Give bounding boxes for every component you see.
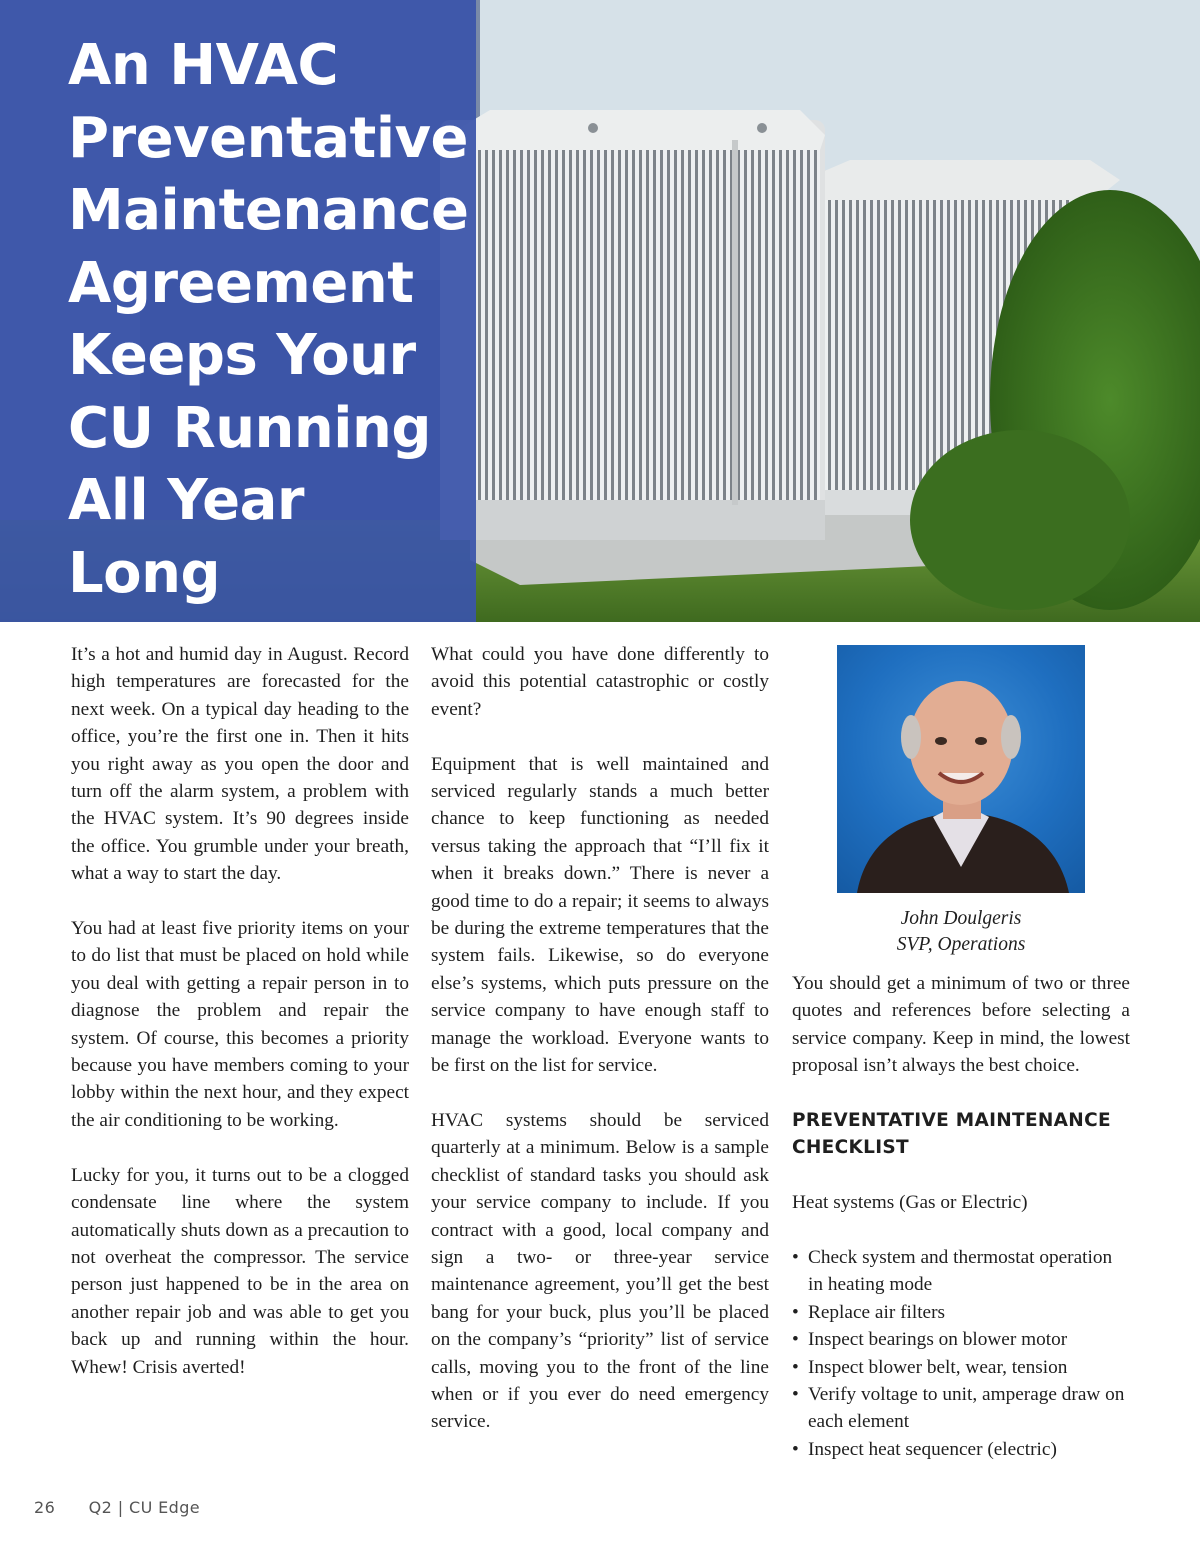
checklist-item: • Verify voltage to unit, amperage draw on each element: [792, 1381, 1130, 1436]
checklist-heading: PREVENTATIVE MAINTENANCE CHECKLIST: [792, 1110, 1111, 1159]
page-footer: [34, 1498, 200, 1517]
paragraph: Equipment that is well maintained and serviced regularly stands a much better chance to keep functioning as needed versus taking the approach that “I’ll fix it when it breaks down.” There is never a good time to do a repair; it seems to always be during the extreme temperatures that the system fails. Likewise, so do everyone else’s systems, which puts pressure on the service company to have enough staff to manage the workload. Everyone wants to be first on the list for service.: [431, 753, 769, 1077]
paragraph: You had at least five priority items on your to do list that must be placed on hold while you deal with getting a repair person in to diagnose the problem and repair the system. Of course, this becomes a priority because you have members coming to your lobby within the next hour, and they expect the air conditioning to be working.: [71, 918, 409, 1131]
article-column-2: [431, 641, 769, 1463]
author-portrait: [837, 645, 1085, 893]
checklist-item: • Inspect bearings on blower motor: [792, 1326, 1130, 1353]
article-title: An HVAC Preventative Maintenance Agreement Keeps Your CU Running All Year Long: [68, 33, 469, 606]
portrait-caption: [792, 906, 1130, 957]
checklist-item: • Replace air filters: [792, 1299, 1130, 1326]
author-role: SVP, Operations: [896, 933, 1026, 955]
article-column-1: [71, 641, 409, 1408]
hero-banner: [0, 0, 1200, 622]
publication-name: Q2 | CU Edge: [88, 1498, 201, 1517]
article-column-3: [792, 970, 1130, 1463]
checklist-item: • Inspect blower belt, wear, tension: [792, 1354, 1130, 1381]
paragraph: Lucky for you, it turns out to be a clogged condensate line where the system automatically shuts down as a precaution to not overheat the compressor. The service person just happened to be in the area on another repair job and was able to get you back up and running within the hour. Whew! Crisis averted!: [71, 1164, 409, 1378]
paragraph: It’s a hot and humid day in August. Record high temperatures are forecasted for the next week. On a typical day heading to the office, you’re the first one in. Then it hits you right away as you open the door and turn off the alarm system, a problem with the HVAC system. It’s 90 degrees inside the office. You grumble under your breath, what a way to start the day.: [71, 644, 409, 885]
paragraph: HVAC systems should be serviced quarterly at a minimum. Below is a sample checklist of standard tasks you should ask your service company to include. If you contract with a good, local company and sign a two- or three-year service maintenance agreement, you’ll get the best bang for your buck, plus you’ll be placed on the company’s “priority” list of service calls, moving you to the front of the line when or if you ever do need emergency service.: [431, 1109, 769, 1433]
checklist: [792, 1244, 1130, 1463]
author-name: John Doulgeris: [900, 908, 1022, 929]
page-number: 26: [34, 1498, 56, 1517]
checklist-subheading: Heat systems (Gas or Electric): [792, 1192, 1028, 1214]
checklist-item: • Check system and thermostat operation in heating mode: [792, 1244, 1130, 1299]
paragraph: What could you have done differently to avoid this potential catastrophic or costly event?: [431, 644, 769, 720]
paragraph: You should get a minimum of two or three quotes and references before selecting a service company. Keep in mind, the lowest proposal isn’t always the best choice.: [792, 973, 1130, 1077]
checklist-item: • Inspect heat sequencer (electric): [792, 1436, 1130, 1463]
author-portrait-illustration: [837, 645, 1085, 893]
